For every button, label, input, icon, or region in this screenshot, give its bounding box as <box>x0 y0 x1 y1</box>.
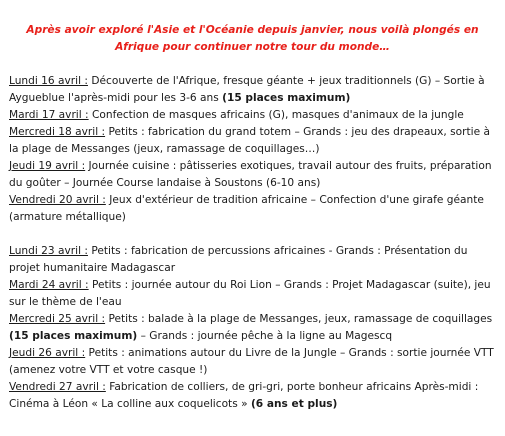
day-label: Mardi 17 avril : <box>9 109 89 121</box>
entry-text: Petits : fabrication de percussions africaines - Grands : Présentation du projet humanitaire Madagascar <box>9 245 468 274</box>
week-2-schedule <box>9 243 501 413</box>
entry-text: Fabrication de colliers, de gri-gri, porte bonheur africains Après-midi : Cinéma à Léon « La colline aux coquelicots » <box>9 381 479 410</box>
day-label: Vendredi 20 avril : <box>9 194 106 206</box>
schedule-entry <box>9 124 501 158</box>
entry-text: Découverte de l'Afrique, fresque géante + jeux traditionnels (G) – Sortie à Aygueblue l'après-midi pour les 3-6 ans <box>9 75 485 104</box>
schedule-entry <box>9 277 501 311</box>
entry-text: Petits : journée autour du Roi Lion – Grands : Projet Madagascar (suite), jeu sur le thème de l'eau <box>9 279 491 308</box>
entry-bold-note: (15 places maximum) <box>222 92 351 104</box>
schedule-entry <box>9 345 501 379</box>
day-label: Lundi 16 avril : <box>9 75 88 87</box>
schedule-entry <box>9 243 501 277</box>
entry-text: Petits : fabrication du grand totem – Grands : jeu des drapeaux, sortie à la plage de Messanges (jeux, ramassage de coquillages…) <box>9 126 490 155</box>
week-1-schedule <box>9 73 501 226</box>
day-label: Mercredi 25 avril : <box>9 313 106 325</box>
day-label: Vendredi 27 avril : <box>9 381 106 393</box>
entry-text-after: – Grands : journée pêche à la ligne au Magescq <box>137 330 393 342</box>
entry-text: Petits : animations autour du Livre de la Jungle – Grands : sortie journée VTT (amenez votre VTT et votre casque !) <box>9 347 494 376</box>
day-label: Jeudi 26 avril : <box>9 347 86 359</box>
entry-text: Petits : balade à la plage de Messanges, jeux, ramassage de coquillages <box>105 313 493 325</box>
entry-bold-note: (15 places maximum) <box>9 330 138 342</box>
schedule-entry <box>9 311 501 345</box>
entry-bold-note: (6 ans et plus) <box>250 398 338 410</box>
schedule-entry <box>9 107 501 124</box>
entry-text: Confection de masques africains (G), masques d'animaux de la jungle <box>88 109 464 121</box>
day-label: Mardi 24 avril : <box>9 279 89 291</box>
schedule-entry <box>9 158 501 192</box>
day-label: Jeudi 19 avril : <box>9 160 86 172</box>
schedule-entry <box>9 192 501 226</box>
day-label: Lundi 23 avril : <box>9 245 88 257</box>
schedule-entry <box>9 379 501 413</box>
intro-text <box>8 22 497 56</box>
schedule-entry <box>9 73 501 107</box>
entry-text: Jeux d'extérieur de tradition africaine – Confection d'une girafe géante (armature métallique) <box>9 194 484 223</box>
day-label: Mercredi 18 avril : <box>9 126 106 138</box>
entry-text: Journée cuisine : pâtisseries exotiques, travail autour des fruits, préparation du goûter – Journée Course landaise à Soustons (6-10 ans) <box>9 160 492 189</box>
intro-line-2: Afrique pour continuer notre tour du monde… <box>115 41 390 53</box>
intro-line-1: Après avoir exploré l'Asie et l'Océanie depuis janvier, nous voilà plongés en <box>26 24 479 36</box>
